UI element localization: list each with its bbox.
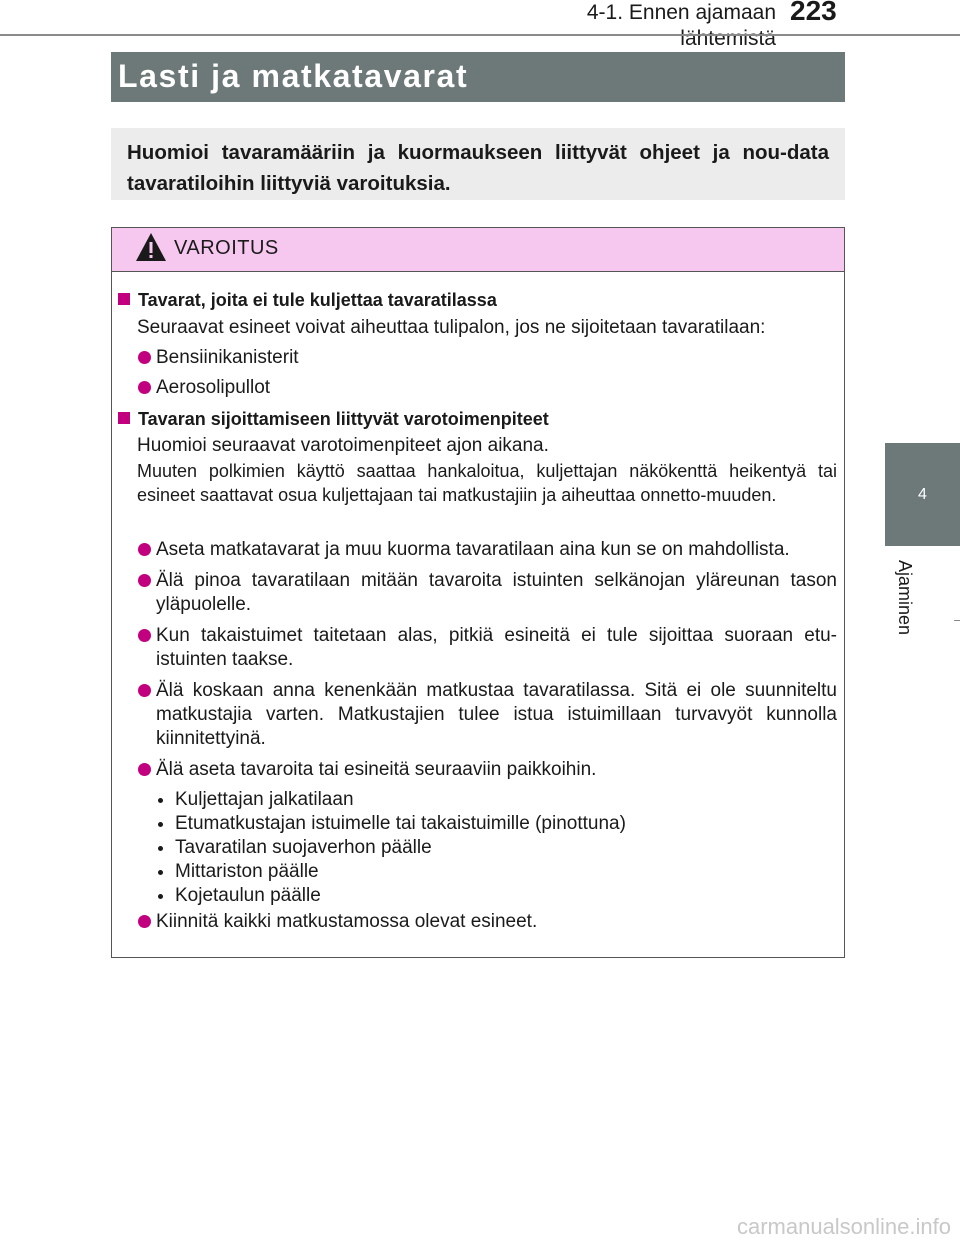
intro-text: Huomioi tavaramääriin ja kuormaukseen liittyvät ohjeet ja nou-data tavaratiloihin liittyviä varoituksia. [127, 141, 829, 195]
list-item: Älä pinoa tavaratilaan mitään tavaroita istuinten selkänojan yläreunan tason yläpuolelle. [137, 569, 837, 617]
subheading-forbidden-items [118, 288, 828, 312]
subheading-text: Tavaran sijoittamiseen liittyvät varotoimenpiteet [138, 409, 549, 429]
page-number: 223 [790, 0, 837, 26]
page-title: Lasti ja matkatavarat [111, 52, 845, 102]
list-item: Älä koskaan anna kenenkään matkustaa tavaratilassa. Sitä ei ole suunniteltu matkustajia varten. Matkustajien tulee istua istuimillaan turvavyöt kunnolla kiinnitettyinä. [137, 679, 837, 751]
list-item: Kiinnitä kaikki matkustamossa olevat esineet. [137, 910, 837, 934]
warning-header [112, 228, 844, 272]
place-item: Tavaratilan suojaverhon päälle [156, 836, 816, 860]
subheading-text: Tavarat, joita ei tule kuljettaa tavaratilassa [138, 290, 497, 310]
list-item: Aseta matkatavarat ja muu kuorma tavaratilaan aina kun se on mahdollista. [137, 538, 837, 562]
section-title: 4-1. Ennen ajamaan lähtemistä [586, 1, 776, 50]
paragraph: Huomioi seuraavat varotoimenpiteet ajon aikana. [137, 435, 549, 456]
list-item: Aerosolipullot [137, 376, 837, 400]
place-item: Mittariston päälle [156, 860, 816, 884]
place-item: Etumatkustajan istuimelle tai takaistuimille (pinottuna) [156, 812, 816, 836]
paragraph: Muuten polkimien käyttö saattaa hankaloitua, kuljettajan näkökenttä heikentyä tai esineet saattavat osua kuljettajaan tai matkustajiin ja aiheuttaa onnetto-muuden. [137, 461, 837, 505]
warning-box [111, 227, 845, 958]
list-item: Kun takaistuimet taitetaan alas, pitkiä esineitä ei tule sijoittaa suoraan etu-istuinten taakse. [137, 624, 837, 672]
chapter-number: 4 [918, 485, 927, 503]
warning-triangle-icon [134, 231, 168, 263]
intro-box [111, 128, 845, 200]
chapter-divider [954, 620, 960, 621]
place-item: Kuljettajan jalkatilaan [156, 788, 816, 812]
warning-label: VAROITUS [174, 237, 279, 259]
subheading-precautions [118, 407, 828, 431]
square-bullet-icon [118, 293, 130, 305]
watermark: carmanualsonline.info [736, 1214, 951, 1239]
chapter-label [885, 552, 925, 642]
square-bullet-icon [118, 412, 130, 424]
warning-content [112, 271, 844, 957]
list-item: Bensiinikanisterit [137, 346, 837, 370]
header-divider [0, 34, 960, 36]
list-item: Älä aseta tavaroita tai esineitä seuraaviin paikkoihin. [137, 758, 837, 782]
place-item: Kojetaulun päälle [156, 884, 816, 908]
paragraph: Seuraavat esineet voivat aiheuttaa tulipalon, jos ne sijoitetaan tavaratilaan: [137, 317, 766, 338]
chapter-label-text: Ajaminen [895, 559, 916, 635]
chapter-tab [885, 443, 960, 546]
